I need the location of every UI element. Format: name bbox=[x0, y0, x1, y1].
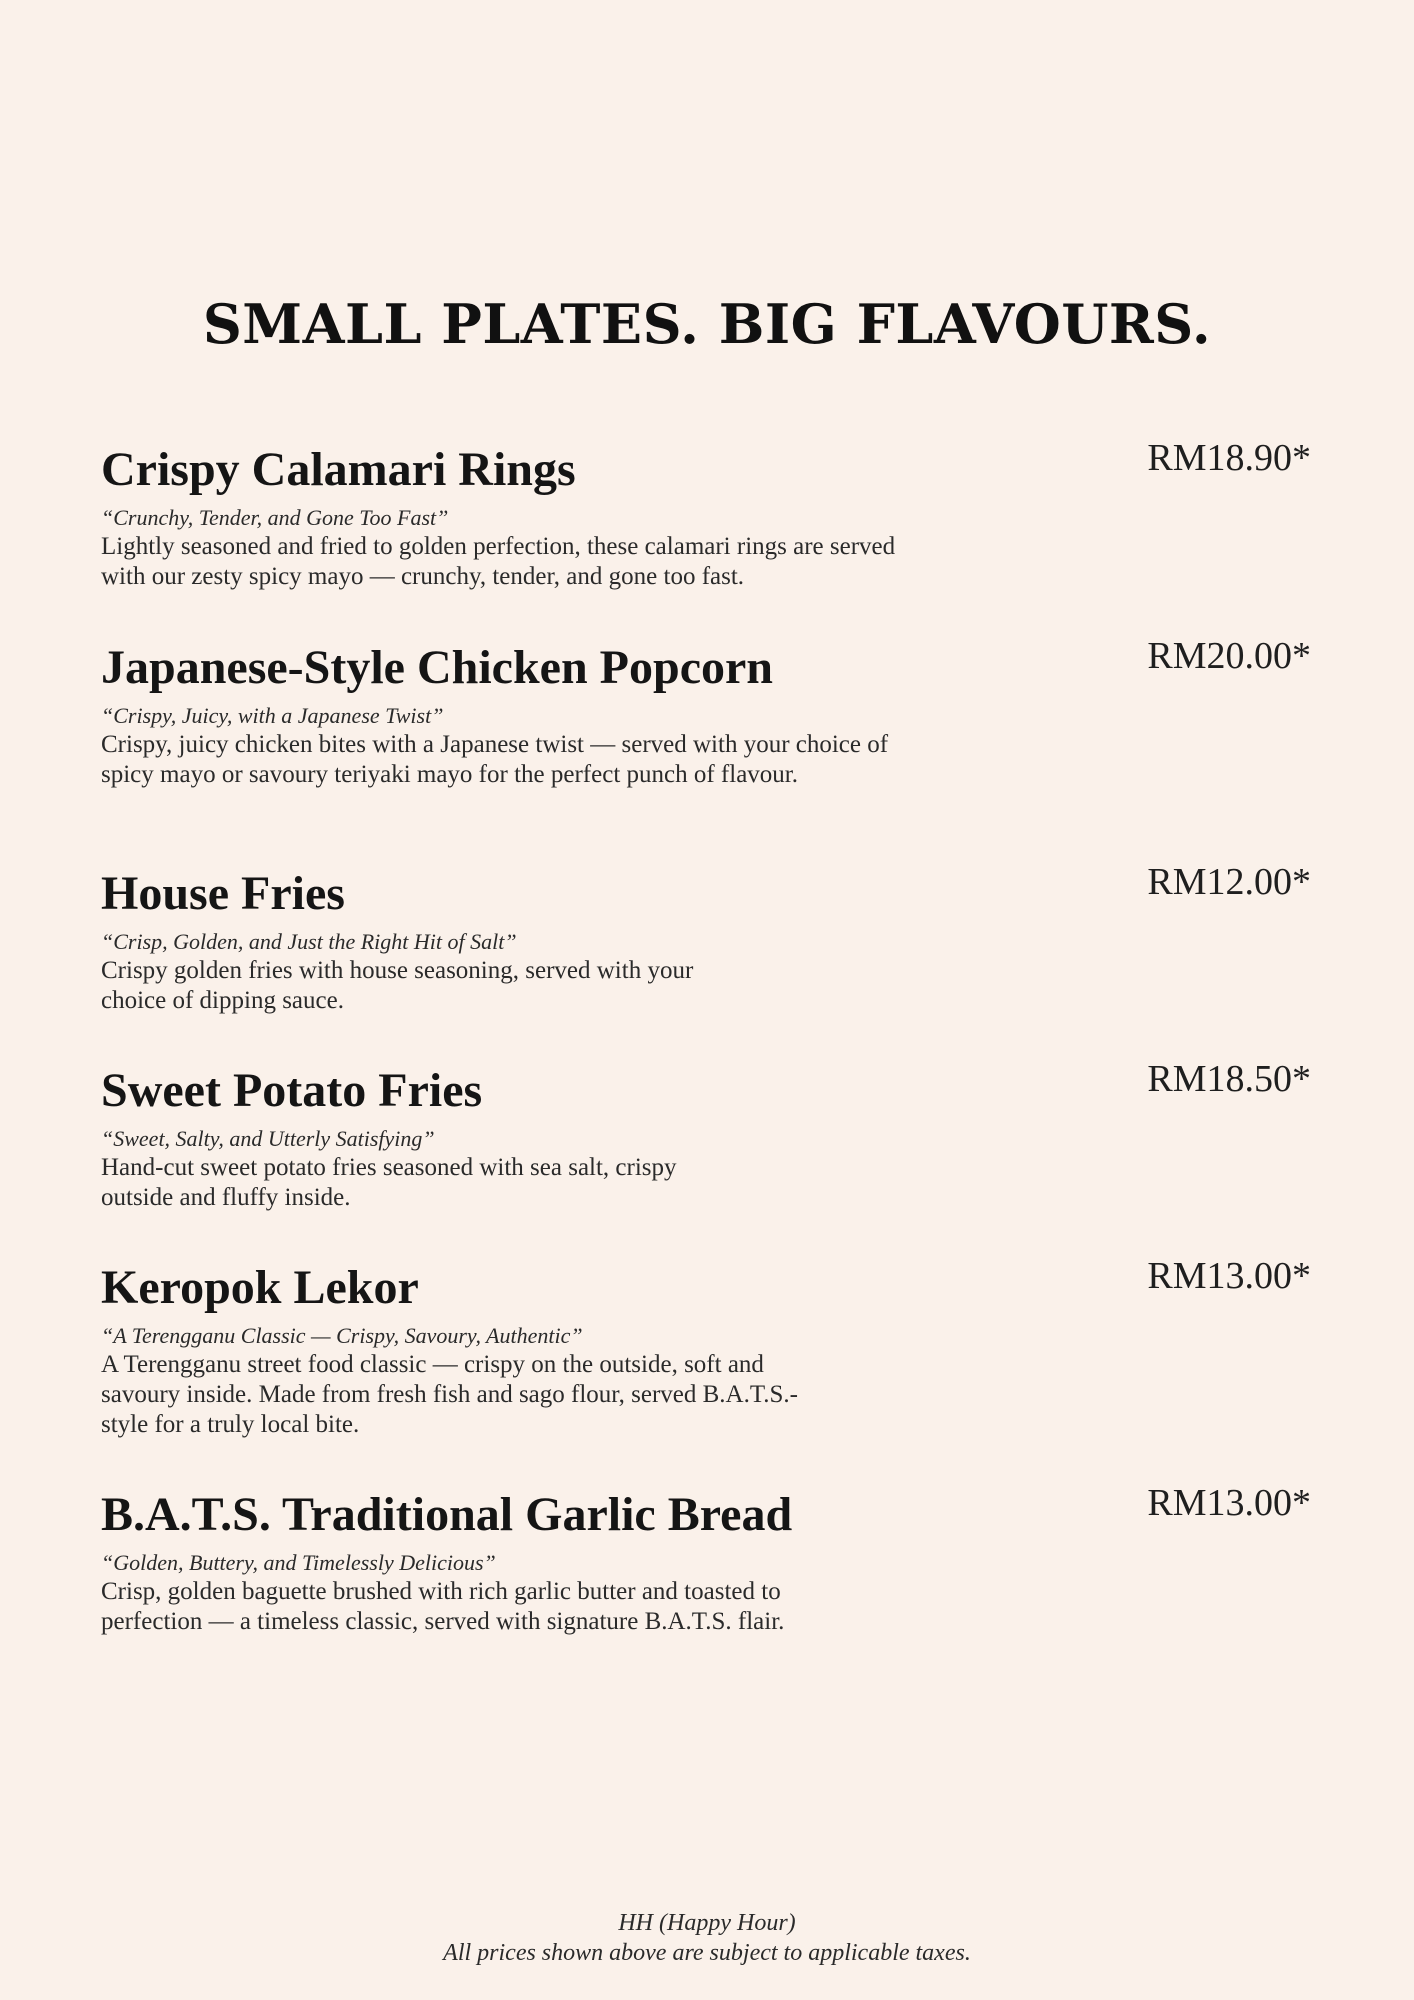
item-description: A Terengganu street food classic — crispy on the outside, soft and savoury inside. Made from fresh fish and sago flour, served B.A.T.S.-style for a truly local bite. bbox=[101, 1351, 798, 1438]
item-tagline: “Crisp, Golden, and Just the Right Hit of Salt” bbox=[101, 929, 517, 954]
item-name: House Fries bbox=[101, 867, 345, 920]
page-title: SMALL PLATES. BIG FLAVOURS. bbox=[202, 292, 1212, 356]
footer-happy-hour: HH (Happy Hour) bbox=[618, 1910, 796, 1936]
item-tagline: “Sweet, Salty, and Utterly Satisfying” bbox=[101, 1126, 435, 1151]
item-description: Hand-cut sweet potato fries seasoned with sea salt, crispy outside and fluffy inside. bbox=[101, 1154, 677, 1211]
item-price: RM12.00* bbox=[1147, 861, 1311, 903]
footer-note bbox=[0, 1908, 1414, 1968]
item-tagline: “A Terengganu Classic — Crispy, Savoury, Authentic” bbox=[101, 1323, 583, 1348]
menu-item-japanese-style-chicken-popcorn bbox=[101, 635, 1311, 790]
item-price: RM13.00* bbox=[1147, 1482, 1311, 1524]
item-price: RM18.50* bbox=[1147, 1058, 1311, 1100]
item-name: Keropok Lekor bbox=[101, 1261, 419, 1314]
item-name: B.A.T.S. Traditional Garlic Bread bbox=[101, 1488, 793, 1541]
item-description: Lightly seasoned and fried to golden perfection, these calamari rings are served with our zesty spicy mayo — crunchy, tender, and gone too fast. bbox=[101, 533, 896, 590]
menu-item-crispy-calamari-rings bbox=[101, 437, 1311, 592]
item-tagline: “Golden, Buttery, and Timelessly Delicious” bbox=[101, 1550, 496, 1575]
item-tagline: “Crunchy, Tender, and Gone Too Fast” bbox=[101, 505, 449, 530]
item-name: Sweet Potato Fries bbox=[101, 1064, 483, 1117]
item-price: RM20.00* bbox=[1147, 635, 1311, 677]
item-description: Crispy, juicy chicken bites with a Japanese twist — served with your choice of spicy mayo or savoury teriyaki mayo for the perfect punch of flavour. bbox=[101, 731, 889, 788]
menu-item-bats-traditional-garlic-bread bbox=[101, 1482, 1311, 1637]
menu-item-house-fries bbox=[101, 861, 1311, 1016]
menu-item-keropok-lekor bbox=[101, 1255, 1311, 1440]
item-name: Crispy Calamari Rings bbox=[101, 443, 576, 496]
item-price: RM18.90* bbox=[1147, 437, 1311, 479]
item-description: Crisp, golden baguette brushed with rich garlic butter and toasted to perfection — a timeless classic, served with signature B.A.T.S. flair. bbox=[101, 1578, 785, 1635]
item-price: RM13.00* bbox=[1147, 1255, 1311, 1297]
item-name: Japanese-Style Chicken Popcorn bbox=[101, 641, 773, 694]
footer-tax-note: All prices shown above are subject to applicable taxes. bbox=[443, 1940, 971, 1966]
item-description: Crispy golden fries with house seasoning, served with your choice of dipping sauce. bbox=[101, 957, 694, 1014]
menu-item-sweet-potato-fries bbox=[101, 1058, 1311, 1213]
item-tagline: “Crispy, Juicy, with a Japanese Twist” bbox=[101, 703, 444, 728]
